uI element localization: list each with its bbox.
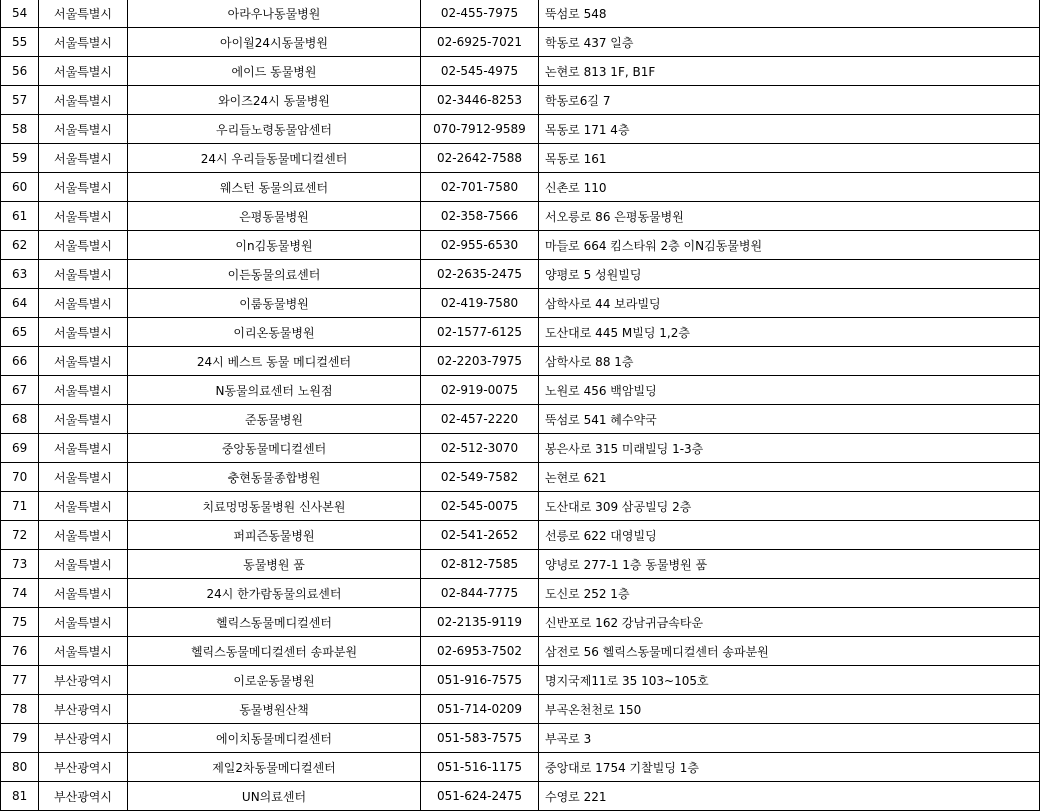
row-number-cell[interactable]: 58: [1, 115, 39, 144]
hospital-name-cell[interactable]: 퍼피즌동물병원: [128, 521, 421, 550]
table-row: [1, 666, 1040, 695]
city-cell[interactable]: 부산광역시: [39, 724, 128, 753]
row-number-cell[interactable]: 72: [1, 521, 39, 550]
row-number-cell[interactable]: 55: [1, 28, 39, 57]
row-number-cell[interactable]: 73: [1, 550, 39, 579]
row-number-cell[interactable]: 62: [1, 231, 39, 260]
table-row: [1, 724, 1040, 753]
city-cell[interactable]: 서울특별시: [39, 173, 128, 202]
phone-cell[interactable]: 02-2635-2475: [421, 260, 539, 289]
table-row: [1, 550, 1040, 579]
city-cell[interactable]: 서울특별시: [39, 231, 128, 260]
hospital-name-cell[interactable]: 웨스턴 동물의료센터: [128, 173, 421, 202]
table-row: [1, 144, 1040, 173]
address-cell[interactable]: 삼학사로 88 1층: [539, 347, 1040, 376]
phone-cell[interactable]: 02-2203-7975: [421, 347, 539, 376]
table-row: [1, 695, 1040, 724]
phone-cell[interactable]: 02-545-4975: [421, 57, 539, 86]
hospital-name-cell[interactable]: 이룸동물병원: [128, 289, 421, 318]
phone-cell[interactable]: 02-1577-6125: [421, 318, 539, 347]
row-number-cell[interactable]: 80: [1, 753, 39, 782]
phone-cell[interactable]: 02-457-2220: [421, 405, 539, 434]
city-cell[interactable]: 서울특별시: [39, 463, 128, 492]
city-cell[interactable]: 서울특별시: [39, 637, 128, 666]
table-row: [1, 173, 1040, 202]
table-row: [1, 28, 1040, 57]
table-row: [1, 289, 1040, 318]
hospital-name-cell[interactable]: 에이치동물메디컬센터: [128, 724, 421, 753]
phone-cell[interactable]: 02-955-6530: [421, 231, 539, 260]
hospital-name-cell[interactable]: 준동물병원: [128, 405, 421, 434]
table-row: [1, 318, 1040, 347]
address-cell[interactable]: 목동로 171 4층: [539, 115, 1040, 144]
row-number-cell[interactable]: 68: [1, 405, 39, 434]
hospital-name-cell[interactable]: 이n김동물병원: [128, 231, 421, 260]
hospital-name-cell[interactable]: 치료멍멍동물병원 신사본원: [128, 492, 421, 521]
phone-cell[interactable]: 02-3446-8253: [421, 86, 539, 115]
hospital-name-cell[interactable]: 제일2차동물메디컬센터: [128, 753, 421, 782]
table-row: [1, 376, 1040, 405]
address-cell[interactable]: 뚝섬로 548: [539, 0, 1040, 28]
city-cell[interactable]: 부산광역시: [39, 666, 128, 695]
phone-cell[interactable]: 02-455-7975: [421, 0, 539, 28]
city-cell[interactable]: 서울특별시: [39, 260, 128, 289]
address-cell[interactable]: 선릉로 622 대영빌딩: [539, 521, 1040, 550]
hospital-name-cell[interactable]: 아이월24시동물병원: [128, 28, 421, 57]
hospital-name-cell[interactable]: 24시 한가람동물의료센터: [128, 579, 421, 608]
city-cell[interactable]: 서울특별시: [39, 492, 128, 521]
phone-cell[interactable]: 02-545-0075: [421, 492, 539, 521]
table-row: [1, 782, 1040, 811]
table-row: [1, 637, 1040, 666]
hospital-name-cell[interactable]: 이로운동물병원: [128, 666, 421, 695]
table-row: [1, 86, 1040, 115]
row-number-cell[interactable]: 74: [1, 579, 39, 608]
row-number-cell[interactable]: 69: [1, 434, 39, 463]
phone-cell[interactable]: 051-583-7575: [421, 724, 539, 753]
address-cell[interactable]: 도신로 252 1층: [539, 579, 1040, 608]
phone-cell[interactable]: 02-358-7566: [421, 202, 539, 231]
row-number-cell[interactable]: 67: [1, 376, 39, 405]
hospital-name-cell[interactable]: 동물병원산책: [128, 695, 421, 724]
address-cell[interactable]: 삼학사로 44 보라빌딩: [539, 289, 1040, 318]
address-cell[interactable]: 수영로 221: [539, 782, 1040, 811]
hospital-name-cell[interactable]: 은평동물병원: [128, 202, 421, 231]
hospital-name-cell[interactable]: 이든동물의료센터: [128, 260, 421, 289]
hospital-name-cell[interactable]: 아라우나동물병원: [128, 0, 421, 28]
address-cell[interactable]: 양평로 5 성원빌딩: [539, 260, 1040, 289]
hospital-name-cell[interactable]: 24시 베스트 동물 메디컬센터: [128, 347, 421, 376]
phone-cell[interactable]: 02-919-0075: [421, 376, 539, 405]
table-row: [1, 463, 1040, 492]
hospital-name-cell[interactable]: 와이즈24시 동물병원: [128, 86, 421, 115]
address-cell[interactable]: 중앙대로 1754 기찰빌딩 1층: [539, 753, 1040, 782]
table-row: [1, 434, 1040, 463]
address-cell[interactable]: 명지국제11로 35 103~105호: [539, 666, 1040, 695]
row-number-cell[interactable]: 63: [1, 260, 39, 289]
phone-cell[interactable]: 051-916-7575: [421, 666, 539, 695]
city-cell[interactable]: 부산광역시: [39, 753, 128, 782]
row-number-cell[interactable]: 61: [1, 202, 39, 231]
table-row: [1, 115, 1040, 144]
phone-cell[interactable]: 02-419-7580: [421, 289, 539, 318]
hospital-name-cell[interactable]: UN의료센터: [128, 782, 421, 811]
city-cell[interactable]: 서울특별시: [39, 318, 128, 347]
address-cell[interactable]: 서오릉로 86 은평동물병원: [539, 202, 1040, 231]
city-cell[interactable]: 서울특별시: [39, 579, 128, 608]
phone-cell[interactable]: 051-516-1175: [421, 753, 539, 782]
address-cell[interactable]: 뚝섬로 541 혜수약국: [539, 405, 1040, 434]
phone-cell[interactable]: 02-2642-7588: [421, 144, 539, 173]
row-number-cell[interactable]: 79: [1, 724, 39, 753]
row-number-cell[interactable]: 76: [1, 637, 39, 666]
city-cell[interactable]: 서울특별시: [39, 57, 128, 86]
city-cell[interactable]: 부산광역시: [39, 695, 128, 724]
hospital-name-cell[interactable]: 에이드 동물병원: [128, 57, 421, 86]
hospital-name-cell[interactable]: 중앙동물메디컬센터: [128, 434, 421, 463]
address-cell[interactable]: 도산대로 445 M빌딩 1,2층: [539, 318, 1040, 347]
row-number-cell[interactable]: 57: [1, 86, 39, 115]
table-row: [1, 492, 1040, 521]
address-cell[interactable]: 봉은사로 315 미래빌딩 1-3층: [539, 434, 1040, 463]
hospital-name-cell[interactable]: 동물병원 품: [128, 550, 421, 579]
city-cell[interactable]: 서울특별시: [39, 28, 128, 57]
hospital-name-cell[interactable]: N동물의료센터 노원점: [128, 376, 421, 405]
hospital-name-cell[interactable]: 헬릭스동물메디컬센터: [128, 608, 421, 637]
city-cell[interactable]: 서울특별시: [39, 434, 128, 463]
row-number-cell[interactable]: 60: [1, 173, 39, 202]
city-cell[interactable]: 서울특별시: [39, 0, 128, 28]
phone-cell[interactable]: 070-7912-9589: [421, 115, 539, 144]
phone-cell[interactable]: 051-624-2475: [421, 782, 539, 811]
address-cell[interactable]: 신촌로 110: [539, 173, 1040, 202]
row-number-cell[interactable]: 78: [1, 695, 39, 724]
city-cell[interactable]: 서울특별시: [39, 289, 128, 318]
phone-cell[interactable]: 02-844-7775: [421, 579, 539, 608]
row-number-cell[interactable]: 71: [1, 492, 39, 521]
table-row: [1, 202, 1040, 231]
address-cell[interactable]: 부곡온천천로 150: [539, 695, 1040, 724]
address-cell[interactable]: 논현로 621: [539, 463, 1040, 492]
address-cell[interactable]: 마들로 664 킴스타워 2층 이N김동물병원: [539, 231, 1040, 260]
city-cell[interactable]: 서울특별시: [39, 347, 128, 376]
table-row: [1, 347, 1040, 376]
table-row: [1, 57, 1040, 86]
hospital-name-cell[interactable]: 우리들노령동물암센터: [128, 115, 421, 144]
address-cell[interactable]: 노원로 456 백암빌딩: [539, 376, 1040, 405]
phone-cell[interactable]: 02-541-2652: [421, 521, 539, 550]
table-row: [1, 231, 1040, 260]
city-cell[interactable]: 서울특별시: [39, 405, 128, 434]
city-cell[interactable]: 서울특별시: [39, 144, 128, 173]
table-row: [1, 579, 1040, 608]
hospital-name-cell[interactable]: 이리온동물병원: [128, 318, 421, 347]
phone-cell[interactable]: 02-549-7582: [421, 463, 539, 492]
row-number-cell[interactable]: 75: [1, 608, 39, 637]
city-cell[interactable]: 서울특별시: [39, 608, 128, 637]
hospital-name-cell[interactable]: 헬릭스동물메디컬센터 송파분원: [128, 637, 421, 666]
row-number-cell[interactable]: 81: [1, 782, 39, 811]
address-cell[interactable]: 학동로 437 일층: [539, 28, 1040, 57]
city-cell[interactable]: 서울특별시: [39, 550, 128, 579]
city-cell[interactable]: 서울특별시: [39, 202, 128, 231]
address-cell[interactable]: 신반포로 162 강남귀금속타운: [539, 608, 1040, 637]
city-cell[interactable]: 서울특별시: [39, 115, 128, 144]
table-row: [1, 405, 1040, 434]
table-row: [1, 521, 1040, 550]
table-row: [1, 608, 1040, 637]
address-cell[interactable]: 부곡로 3: [539, 724, 1040, 753]
row-number-cell[interactable]: 70: [1, 463, 39, 492]
address-cell[interactable]: 목동로 161: [539, 144, 1040, 173]
phone-cell[interactable]: 02-701-7580: [421, 173, 539, 202]
address-cell[interactable]: 삼전로 56 헬릭스동물메디컬센터 송파분원: [539, 637, 1040, 666]
phone-cell[interactable]: 02-6925-7021: [421, 28, 539, 57]
city-cell[interactable]: 서울특별시: [39, 521, 128, 550]
phone-cell[interactable]: 02-512-3070: [421, 434, 539, 463]
row-number-cell[interactable]: 64: [1, 289, 39, 318]
row-number-cell[interactable]: 77: [1, 666, 39, 695]
row-number-cell[interactable]: 54: [1, 0, 39, 28]
phone-cell[interactable]: 02-812-7585: [421, 550, 539, 579]
table-body: [1, 0, 1040, 811]
address-cell[interactable]: 도산대로 309 삼공빌딩 2층: [539, 492, 1040, 521]
row-number-cell[interactable]: 59: [1, 144, 39, 173]
table-row: [1, 753, 1040, 782]
row-number-cell[interactable]: 56: [1, 57, 39, 86]
row-number-cell[interactable]: 66: [1, 347, 39, 376]
phone-cell[interactable]: 02-6953-7502: [421, 637, 539, 666]
hospital-name-cell[interactable]: 24시 우리들동물메디컬센터: [128, 144, 421, 173]
hospital-name-cell[interactable]: 충현동물종합병원: [128, 463, 421, 492]
row-number-cell[interactable]: 65: [1, 318, 39, 347]
address-cell[interactable]: 학동로6길 7: [539, 86, 1040, 115]
address-cell[interactable]: 논현로 813 1F, B1F: [539, 57, 1040, 86]
table-row: [1, 260, 1040, 289]
city-cell[interactable]: 부산광역시: [39, 782, 128, 811]
phone-cell[interactable]: 02-2135-9119: [421, 608, 539, 637]
phone-cell[interactable]: 051-714-0209: [421, 695, 539, 724]
table-row: [1, 0, 1040, 28]
city-cell[interactable]: 서울특별시: [39, 376, 128, 405]
city-cell[interactable]: 서울특별시: [39, 86, 128, 115]
address-cell[interactable]: 양녕로 277-1 1층 동물병원 품: [539, 550, 1040, 579]
